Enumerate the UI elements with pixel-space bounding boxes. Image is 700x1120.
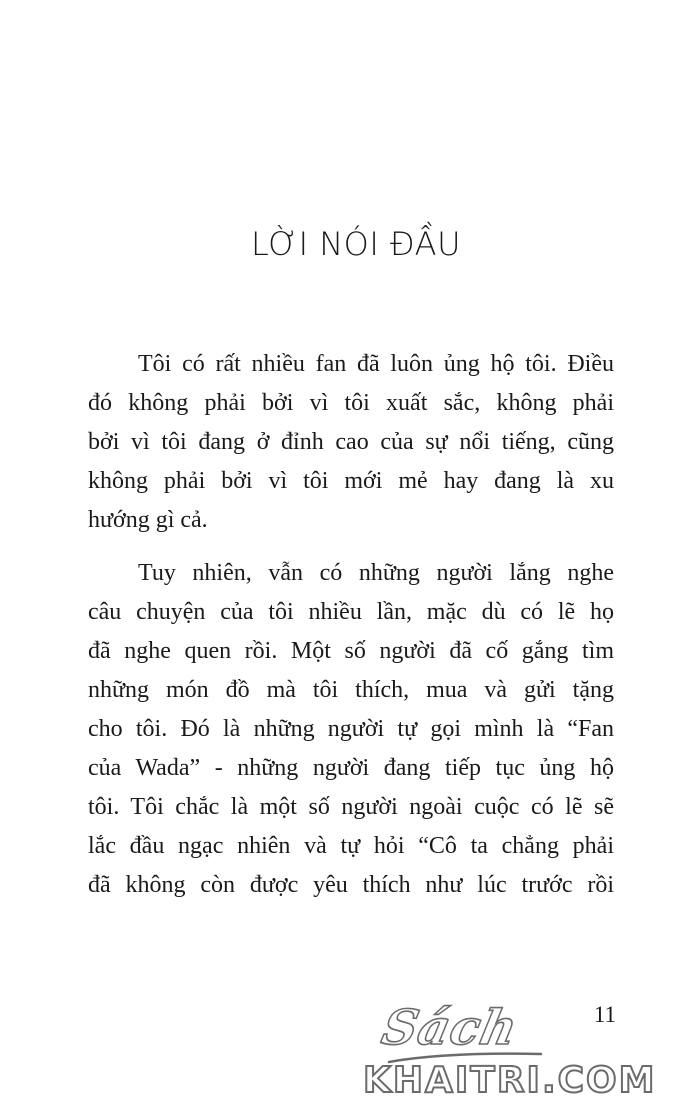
text-line: lắc đầu ngạc nhiên và tự hỏi “Cô ta chẳng phải (88, 833, 614, 859)
paragraph-2 (88, 554, 614, 905)
watermark-brand-text: KHAITRI.COM (363, 1060, 657, 1101)
text-line: hướng gì cả. (88, 507, 208, 533)
body-text (88, 345, 614, 905)
text-line: câu chuyện của tôi nhiều lần, mặc dù có lẽ họ (88, 599, 614, 625)
chapter-title: LỜI NÓI ĐẦU (251, 225, 461, 263)
page-number: 11 (593, 1002, 616, 1027)
text-line: những món đồ mà tôi thích, mua và gửi tặng (88, 677, 614, 703)
text-line: bởi vì tôi đang ở đỉnh cao của sự nổi tiếng, cũng (88, 429, 614, 455)
text-line: đã không còn được yêu thích như lúc trước rồi (88, 872, 614, 898)
text-line: không phải bởi vì tôi mới mẻ hay đang là xu (88, 468, 614, 494)
text-line: đã nghe quen rồi. Một số người đã cố gắng tìm (88, 638, 614, 664)
text-line: cho tôi. Đó là những người tự gọi mình là “Fan (88, 716, 614, 742)
text-line: đó không phải bởi vì tôi xuất sắc, không phải (88, 390, 614, 416)
watermark-logo (355, 1000, 685, 1115)
watermark-script-text: Sách (377, 1000, 523, 1056)
text-line: tôi. Tôi chắc là một số người ngoài cuộc có lẽ sẽ (88, 794, 614, 820)
text-line: Tuy nhiên, vẫn có những người lắng nghe (138, 560, 614, 586)
text-line: Tôi có rất nhiều fan đã luôn ủng hộ tôi. Điều (138, 351, 614, 377)
text-line: của Wada” - những người đang tiếp tục ủng hộ (88, 755, 614, 781)
paragraph-1 (88, 345, 614, 540)
